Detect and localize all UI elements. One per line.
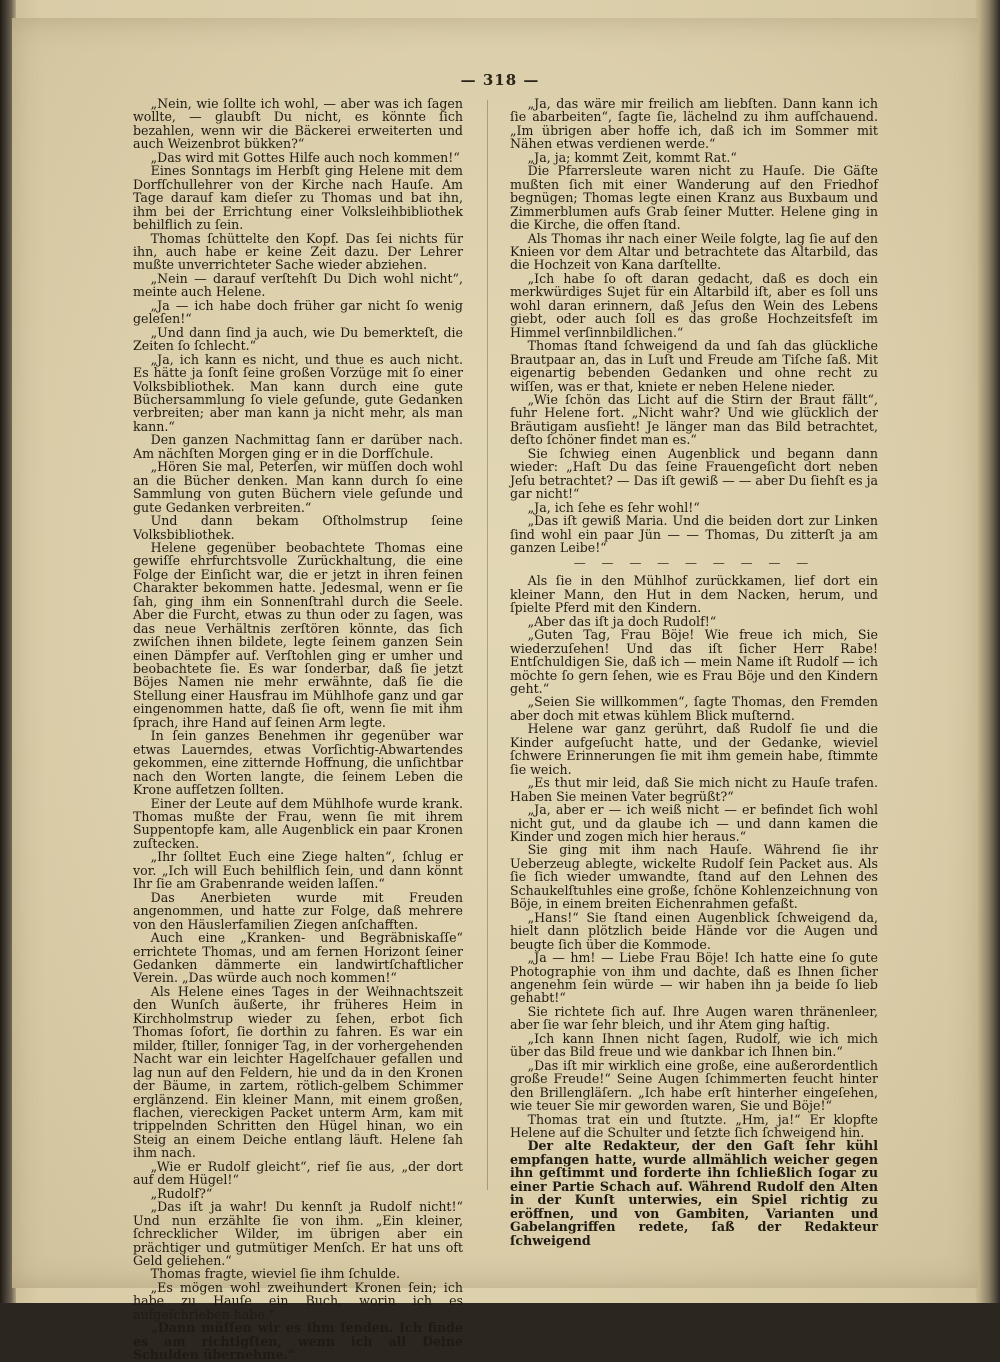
left-text-column (133, 97, 463, 1362)
paragraph: Und dann bekam Oſtholmstrup ſeine Volksbibliothek. (133, 513, 463, 542)
paragraph: „Das wird mit Gottes Hilfe auch noch kommen!“ (150, 149, 460, 165)
paragraph: Thomas ſchüttelte den Kopf. Das ſei nichts für ihn, auch habe er keine Zeit dazu. Der Lehrer mußte unverrichteter Sache wieder abziehen. (133, 230, 463, 273)
paragraph: In ſein ganzes Benehmen ihr gegenüber war etwas Lauerndes, etwas Vorſichtig-Abwartendes gekommen, eine zitternde Hoffnung, die unſichtbar nach den Worten langte, die ſeinem Leben die Krone aufſetzen ſollten. (133, 728, 463, 798)
paragraph: „Ich kann Ihnen nicht ſagen, Rudolf, wie ich mich über das Bild freue und wie dankbar ich Ihnen bin.“ (510, 1030, 878, 1060)
paragraph: Helene war ganz gerührt, daß Rudolf ſie und die Kinder aufgeſucht hatte, und der Gedanke, wieviel ſchwere Erinnerungen ſie mit ihm gemein habe, ſtimmte ſie weich. (510, 721, 878, 777)
paragraph: „Ja, das wäre mir freilich am liebſten. Dann kann ich ſie abarbeiten“, ſagte ſie, lächelnd zu ihm aufſchauend. „Im übrigen aber hoffe ich, daß ich im Sommer mit Nähen etwas verdienen werde.“ (510, 96, 878, 152)
paragraph: „Nein — darauf verſtehſt Du Dich wohl nicht“, meinte auch Helene. (133, 270, 463, 300)
paragraph: „Ich habe ſo oft daran gedacht, daß es doch ein merkwürdiges Sujet für ein Altarbild iſt, aber es ſoll uns wohl daran erinnern, daß Jeſus den Wein des Lebens giebt, oder auch ſoll es das große Hochzeitsfeſt im Himmel verſinnbildlichen.“ (510, 270, 878, 340)
paragraph: „Es thut mir leid, daß Sie mich nicht zu Hauſe trafen. Haben Sie meinen Vater begrüßt?“ (510, 775, 878, 804)
paragraph: „Ja, ich ſehe es ſehr wohl!“ (527, 499, 700, 515)
paragraph: „Nein, wie ſollte ich wohl, — aber was ich ſagen wollte, — glaubſt Du nicht, es könnte ſich bezahlen, wenn wir die Bäckerei erweiterten und auch Weizenbrot bükken?“ (133, 96, 463, 152)
paragraph: Thomas fragte, wieviel ſie ihm ſchulde. (150, 1266, 401, 1282)
paragraph: „Und dann ſind ja auch, wie Du bemerkteſt, die Zeiten ſo ſchlecht.“ (133, 324, 463, 354)
paragraph: „Ja — hm! — Liebe Frau Böje! Ich hatte eine ſo gute Photographie von ihm und dachte, daß es Ihnen ſicher angenehm ſein würde — wir haben ihn ja beide ſo lieb gehabt!“ (510, 950, 878, 1006)
paragraph: Sie ging mit ihm nach Hauſe. Während ſie ihr Ueberzeug ablegte, wickelte Rudolf ſein Packet aus. Als ſie ſich wieder umwandte, ſtand auf den Lehnen des Schaukelſtuhles eine große, ſchöne Kohlenzeichnung von Böje, in einem breiten Eichenrahmen gefaßt. (510, 842, 878, 912)
paragraph: „Guten Tag, Frau Böje! Wie freue ich mich, Sie wiederzuſehen! Und das iſt ſicher Herr Rabe! Entſchuldigen Sie, daß ich — mein Name iſt Rudolf — ich möchte ſo gern ſehen, wie es Frau Böje und den Kindern geht.“ (510, 627, 878, 697)
paragraph: „Das iſt ja wahr! Du kennſt ja Rudolf nicht!“ Und nun erzählte ſie von ihm. „Ein kleiner, ſchrecklicher Wilder, im übrigen aber ein prächtiger und gutmütiger Menſch. Er hat uns oft Geld geliehen.“ (133, 1199, 463, 1268)
paragraph: Einer der Leute auf dem Mühlhofe wurde krank. Thomas mußte der Frau, wenn ſie mit ihrem Suppentopfe kam, alle Augenblick ein paar Kronen zuſtecken. (133, 795, 463, 851)
paragraph: Auch eine „Kranken- und Begräbniskaſſe“ errichtete Thomas, und am fernen Horizont ſeiner Gedanken dämmerte ein landwirtſchaftlicher Verein. „Das würde auch noch kommen!“ (133, 930, 463, 986)
paragraph: Thomas trat ein und ſtutzte. „Hm, ja!“ Er klopfte Helene auf die Schulter und ſetzte ſich ſchweigend hin. (510, 1111, 878, 1140)
paragraph: „Seien Sie willkommen“, ſagte Thomas, den Fremden aber doch mit etwas kühlem Blick muſternd. (510, 694, 878, 723)
paragraph: „Ihr ſolltet Euch eine Ziege halten“, ſchlug er vor. „Ich will Euch behilflich ſein, und dann könnt Ihr ſie am Grabenrande weiden laſſen.“ (133, 849, 463, 892)
paragraph: Sie richtete ſich auf. Ihre Augen waren thränenleer, aber ſie war ſehr bleich, und ihr Atem ging haſtig. (510, 1003, 878, 1033)
paragraph: „Wie er Rudolf gleicht“, rief ſie aus, „der dort auf dem Hügel!“ (133, 1158, 463, 1188)
paragraph: Helene gegenüber beobachtete Thomas eine gewiſſe ehrfurchtsvolle Zurückhaltung, die eine Folge der Einſicht war, die er jetzt in ihren feinen Charakter bekommen hatte. Jedesmal, wenn er ſie ſah, ging ihm ein Sonnenſtrahl durch die Seele. Aber die Furcht, etwas zu thun oder zu ſagen, was das neue Verhältnis zerſtören könnte, das ſich zwiſchen ihnen bildete, legte ſeinem ganzen Sein einen Dämpfer auf. Verſtohlen ging er umher und beobachtete ſie. Es war ſonderbar, daß ſie jetzt Böjes Namen nie mehr erwähnte, daß ſie die Stellung einer Hausfrau im Mühlhofe ganz und gar eingenommen hatte, daß ſie oft, wenn ſie mit ihm ſprach, ihre Hand auf ſeinen Arm legte. (133, 539, 463, 730)
paragraph: „Hans!“ Sie ſtand einen Augenblick ſchweigend da, hielt dann plötzlich beide Hände vor die Augen und beugte ſich über die Kommode. (510, 909, 878, 952)
page-edge (978, 0, 1000, 1303)
paragraph: Den ganzen Nachmittag ſann er darüber nach. Am nächſten Morgen ging er in die Dorfſchule. (133, 432, 463, 461)
paragraph: „Wie ſchön das Licht auf die Stirn der Braut fällt“, fuhr Helene fort. „Nicht wahr? Und wie glücklich der Bräutigam ausſieht! Je länger man das Bild betrachtet, deſto ſchöner findet man es.“ (510, 391, 878, 448)
paragraph: „Dann müſſen wir es ihm ſenden. Ich finde es am richtigſten, wenn ich all Deine Schulden übernehme.“ (133, 1320, 463, 1362)
paragraph: „Ja, ich kann es nicht, und thue es auch nicht. Es hätte ja ſonſt ſeine großen Vorzüge mit ſo einer Volksbibliothek. Man kann durch eine gute Büchersammlung ſo viele geſunde, gute Gedanken verbreiten; aber man kann ja nicht mehr, als man kann.“ (133, 351, 463, 434)
paragraph: Sie ſchwieg einen Augenblick und begann dann wieder: „Haſt Du das ſeine Frauengeſicht dort neben Jeſu betrachtet? — Das iſt gewiß — — aber Du ſiehſt es ja gar nicht!“ (510, 445, 878, 502)
paragraph: Das Anerbieten wurde mit Freuden angenommen, und hatte zur Folge, daß mehrere von den Häuslerfamilien Ziegen anſchafften. (133, 889, 463, 932)
paragraph: Eines Sonntags im Herbſt ging Helene mit dem Dorfſchullehrer von der Kirche nach Hauſe. Am Tage darauf kam dieſer zu Thomas und bat ihn, ihm bei der Errichtung einer Volksleihbibliothek behilflich zu ſein. (133, 163, 463, 233)
paragraph: „Ja, ja; kommt Zeit, kommt Rat.“ (527, 149, 737, 165)
paragraph: „Ja — ich habe doch früher gar nicht ſo wenig geleſen!“ (133, 297, 463, 327)
paragraph: „Ja, aber er — ich weiß nicht — er befindet ſich wohl nicht gut, und da glaube ich — und dann kamen die Kinder und zogen mich hier heraus.“ (510, 802, 878, 845)
paragraph: Die Pfarrersleute waren nicht zu Hauſe. Die Gäſte mußten ſich mit einer Wanderung auf den Friedhof begnügen; Thomas legte einen Kranz aus Buxbaum und Zimmerblumen aufs Grab ſeiner Mutter. Helene ging in die Kirche, die offen ſtand. (510, 163, 878, 233)
paragraph: „Hören Sie mal, Peterſen, wir müſſen doch wohl an die Bücher denken. Man kann durch ſo eine Sammlung von guten Büchern viele geſunde und gute Gedanken verbreiten.“ (133, 459, 463, 515)
section-divider: — — — — — — — — — (573, 557, 815, 571)
right-text-column (510, 97, 878, 1247)
paragraph: Als Thomas ihr nach einer Weile folgte, lag ſie auf den Knieen vor dem Altar und betrachtete das Altarbild, das die Hochzeit von Kana darſtellte. (510, 230, 878, 273)
paragraph: „Das iſt mir wirklich eine große, eine außerordentlich große Freude!“ Seine Augen ſchimmerten feucht hinter den Brillengläſern. „Ich habe erſt hinterher eingeſehen, wie teuer Sie mir geworden waren, Sie und Böje!“ (510, 1057, 878, 1114)
paragraph: Als ſie in den Mühlhof zurückkamen, lief dort ein kleiner Mann, den Hut in dem Nacken, herum, und ſpielte Pferd mit den Kindern. (510, 573, 878, 616)
right-column-top-section (510, 97, 878, 554)
page-number: — 318 — (460, 71, 540, 89)
column-gutter (487, 100, 488, 1190)
paragraph: „Es mögen wohl zweihundert Kronen ſein; ich habe zu Hauſe ein Buch, worin ich es aufgeſchrieben habe.“ (133, 1279, 463, 1322)
paragraph: Als Helene eines Tages in der Weihnachtszeit den Wunſch äußerte, ihr früheres Heim in Kirchholmstrup wieder zu ſehen, erbot ſich Thomas ſofort, ſie dorthin zu fahren. Es war ein milder, ſtiller, ſonniger Tag, in der vorhergehenden Nacht war ein leichter Hagelſchauer gefallen und lag nun auf den Feldern, hie und da in den Kronen der Bäume, in zartem, rötlich-gelbem Schimmer erglänzend. Ein kleiner Mann, mit einem großen, flachen, viereckigen Packet unterm Arm, kam mit trippelnden Schritten den Hügel hinan, wo ein Steig an einem Deiche entlang läuft. Helene ſah ihm nach. (133, 983, 463, 1161)
paragraph: Der alte Redakteur, der den Gaſt ſehr kühl empfangen hatte, wurde allmählich weicher gegen ihn geſtimmt und forderte ihn ſchließlich ſogar zu einer Partie Schach auf. Während Rudolf den Alten in der Kunſt unterwies, ein Spiel richtig zu eröffnen, und von Gambiten, Varianten und Gabelangriffen redete, ſaß der Redakteur ſchweigend (510, 1138, 878, 1248)
paragraph: „Rudolf?“ (150, 1185, 213, 1201)
paragraph: „Das iſt gewiß Maria. Und die beiden dort zur Linken ſind wohl ein paar Jün — — Thomas, Du zitterſt ja am ganzen Leibe!“ (510, 513, 878, 555)
paragraph: „Aber das iſt ja doch Rudolf!“ (527, 613, 717, 629)
paragraph: Thomas ſtand ſchweigend da und ſah das glückliche Brautpaar an, das in Luſt und Freude am Tiſche ſaß. Mit eigenartig bebenden Gedanken und ohne recht zu wiſſen, was er that, kniete er neben Helene nieder. (510, 338, 878, 394)
right-column-bottom-section (510, 574, 878, 1247)
